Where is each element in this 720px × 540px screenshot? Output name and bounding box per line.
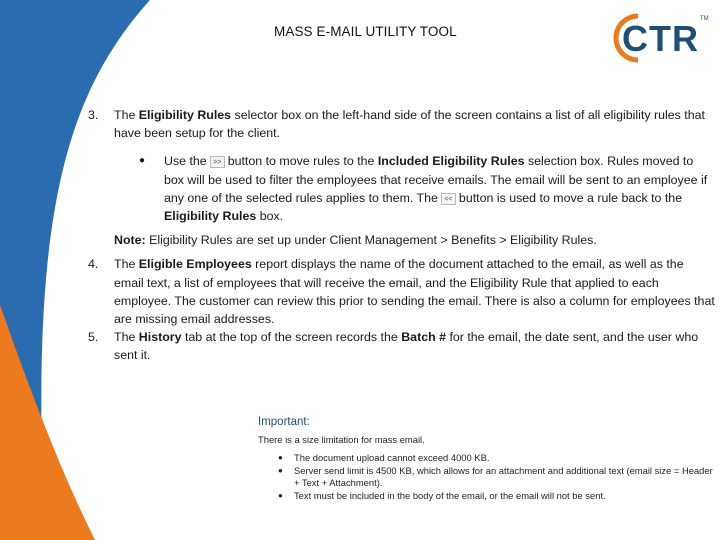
- term-eligibility-rules: Eligibility Rules: [164, 209, 257, 224]
- ctr-logo: [600, 10, 712, 66]
- list-item-3: 3. The Eligibility Rules selector box on the left-hand side of the screen contains a list of all eligibility rules that have been setup for the client.: [88, 108, 705, 141]
- important-list: [258, 452, 720, 502]
- term-eligible-employees: Eligible Employees: [138, 257, 252, 272]
- list-item: ● The document upload cannot exceed 4000 KB.: [278, 452, 490, 464]
- item-number: 4.: [88, 257, 99, 272]
- term-included-eligibility-rules: Included Eligibility Rules: [377, 154, 525, 169]
- list-item-5: 5. The History tab at the top of the screen records the Batch # for the email, the date sent, and the user who sent it.: [88, 330, 699, 363]
- page-title: MASS E-MAIL UTILITY TOOL: [274, 24, 457, 39]
- bullet-dot: ●: [278, 453, 283, 463]
- instructions-body: [88, 106, 716, 365]
- term-batch-number: Batch #: [401, 330, 446, 345]
- term-eligibility-rules: Eligibility Rules: [138, 108, 232, 122]
- bullet-item: ● Use the >> button to move rules to the Included Eligibility Rules selection box. Rules moved to box will be used to filter the employees that receive emails. The email will be sent to an employee if any one of the selected rules applies to them. The << button is used to move a rule back to the Eligibility Rules box.: [139, 154, 708, 224]
- bullet-dot: ●: [278, 465, 283, 475]
- item-number: 5.: [88, 330, 99, 345]
- logo-trademark: TM: [700, 16, 709, 22]
- important-callout: [258, 416, 720, 503]
- list-item: ● Text must be included in the body of the email, or the email will not be sent.: [278, 489, 606, 501]
- note: Note: Eligibility Rules are set up under Client Management > Benefits > Eligibility Rules.: [114, 233, 597, 248]
- logo-text: CTR: [622, 18, 699, 59]
- important-intro: There is a size limitation for mass email.: [258, 433, 425, 445]
- move-right-button-image: >>: [210, 156, 225, 168]
- important-title: Important:: [258, 416, 310, 428]
- bullet-dot: ●: [278, 490, 283, 500]
- list-item: ● Server send limit is 4500 KB, which allows for an attachment and additional text (email size = Header + Text + Attachment).: [278, 464, 713, 489]
- term-history: History: [138, 330, 182, 345]
- note-label: Note:: [114, 233, 146, 248]
- bullet-dot: ●: [139, 155, 146, 167]
- move-left-button-image: <<: [441, 193, 456, 205]
- item-number: 3.: [88, 108, 99, 122]
- list-item-4: 4. The Eligible Employees report displays the name of the document attached to the email, as well as the email text, a list of employees that will receive the email, and the Eligibility Rule that applied to each employee. The customer can review this prior to sending the email. There is also a column for employees that are missing email addresses.: [88, 257, 715, 327]
